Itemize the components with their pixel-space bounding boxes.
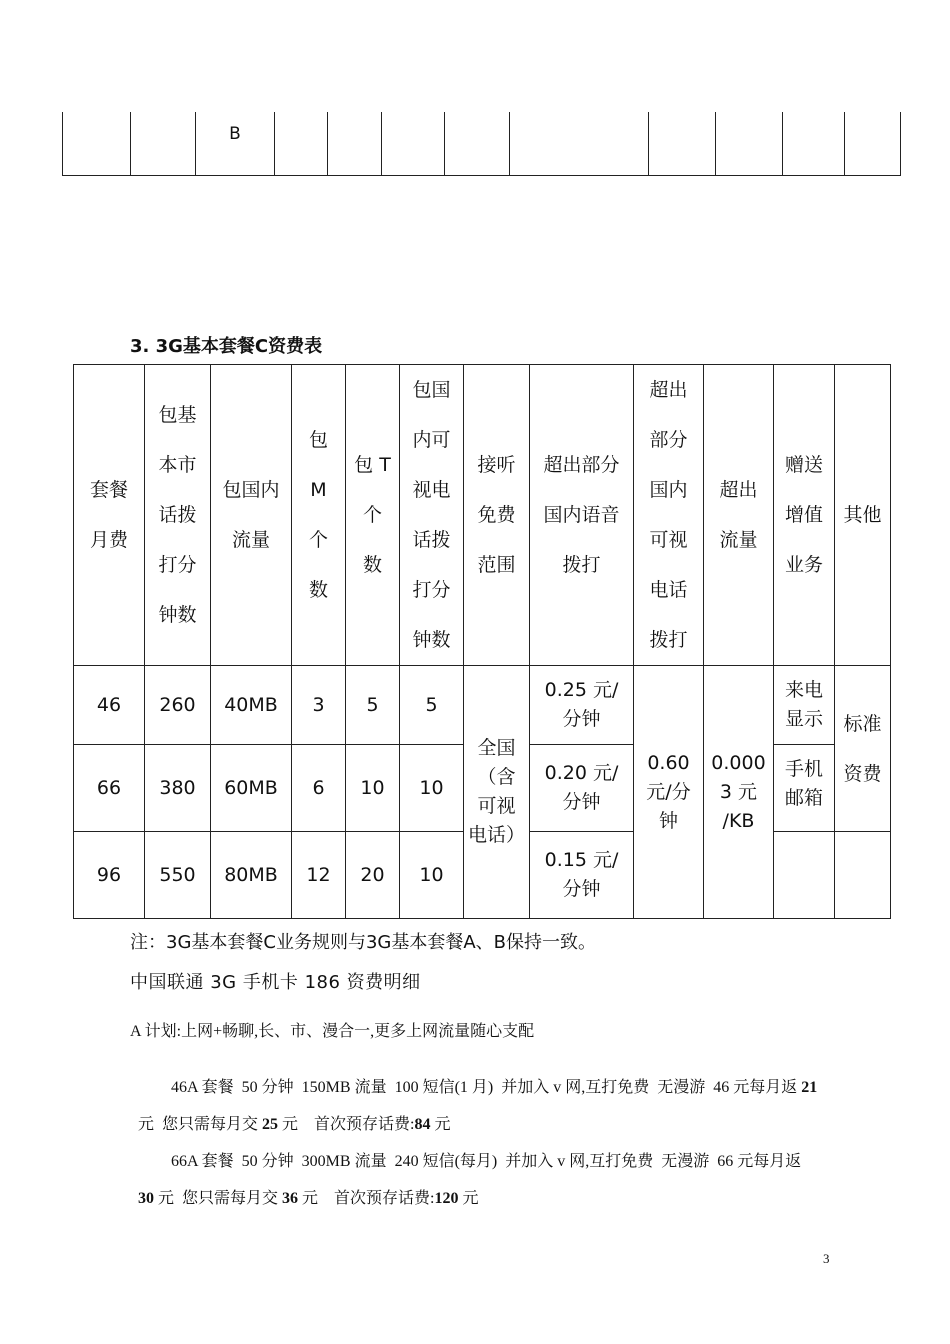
header-cell: 赠送 增值 业务 xyxy=(774,365,835,666)
table-cell: B xyxy=(196,112,275,176)
free-range-cell: 全国 （含 可视 电话） xyxy=(464,666,530,919)
section-title: 3. 3G基本套餐C资费表 xyxy=(130,336,323,357)
video-over-cell: 0.60 元/分 钟 xyxy=(634,666,704,919)
minutes-cell: 260 xyxy=(145,666,211,745)
fee-cell: 66 xyxy=(74,745,145,832)
traffic-over-cell: 0.000 3 元 /KB xyxy=(704,666,774,919)
video-cell: 10 xyxy=(400,832,464,919)
header-row xyxy=(74,365,891,666)
fee-cell: 46 xyxy=(74,666,145,745)
m-cell: 12 xyxy=(292,832,346,919)
table-row xyxy=(63,112,901,176)
tariff-table-c xyxy=(73,364,891,919)
traffic-cell: 40MB xyxy=(211,666,292,745)
plan-a-intro: A 计划:上网+畅聊,长、市、漫合一,更多上网流量随心支配 xyxy=(130,1023,535,1040)
header-cell: 包基 本市 话拨 打分 钟数 xyxy=(145,365,211,666)
plan-66a-line1: 66A 套餐 50 分钟 300MB 流量 240 短信(每月) 并加入 v 网,互打免费 无漫游 66 元每月返 xyxy=(171,1153,802,1170)
voice-over-cell: 0.20 元/ 分钟 xyxy=(530,745,634,832)
header-cell: 超出部分 国内语音 拨打 xyxy=(530,365,634,666)
voice-over-cell: 0.25 元/ 分钟 xyxy=(530,666,634,745)
minutes-cell: 550 xyxy=(145,832,211,919)
header-cell: 超出 流量 xyxy=(704,365,774,666)
traffic-cell: 60MB xyxy=(211,745,292,832)
plan-46a-line1: 46A 套餐 50 分钟 150MB 流量 100 短信(1 月) 并加入 v 网,互打免费 无漫游 46 元每月返 21 xyxy=(171,1079,818,1096)
fee-cell: 96 xyxy=(74,832,145,919)
t-cell: 10 xyxy=(346,745,400,832)
header-cell: 套餐 月费 xyxy=(74,365,145,666)
m-cell: 6 xyxy=(292,745,346,832)
vas-cell: 来电 显示 xyxy=(774,666,835,745)
header-cell: 包 T 个 数 xyxy=(346,365,400,666)
table-row xyxy=(74,666,891,745)
video-cell: 10 xyxy=(400,745,464,832)
minutes-cell: 380 xyxy=(145,745,211,832)
t-cell: 20 xyxy=(346,832,400,919)
other-cell: 标准 资费 xyxy=(835,666,891,832)
subtitle: 中国联通 3G 手机卡 186 资费明细 xyxy=(130,972,421,993)
table-note: 注：3G基本套餐C业务规则与3G基本套餐A、B保持一致。 xyxy=(130,932,597,953)
vas-cell: 手机 邮箱 xyxy=(774,745,835,832)
plan-66a-line2: 30 元 您只需每月交 36 元 首次预存话费:120 元 xyxy=(138,1190,479,1207)
m-cell: 3 xyxy=(292,666,346,745)
page-number: 3 xyxy=(823,1251,830,1266)
header-cell: 接听 免费 范围 xyxy=(464,365,530,666)
video-cell: 5 xyxy=(400,666,464,745)
voice-over-cell: 0.15 元/ 分钟 xyxy=(530,832,634,919)
header-cell: 其他 xyxy=(835,365,891,666)
header-cell: 包 M 个 数 xyxy=(292,365,346,666)
header-cell: 包国内 流量 xyxy=(211,365,292,666)
header-cell: 超出 部分 国内 可视 电话 拨打 xyxy=(634,365,704,666)
header-cell: 包国 内可 视电 话拨 打分 钟数 xyxy=(400,365,464,666)
t-cell: 5 xyxy=(346,666,400,745)
traffic-cell: 80MB xyxy=(211,832,292,919)
continued-table xyxy=(62,112,901,176)
plan-46a-line2: 元 您只需每月交 25 元 首次预存话费:84 元 xyxy=(138,1116,451,1133)
